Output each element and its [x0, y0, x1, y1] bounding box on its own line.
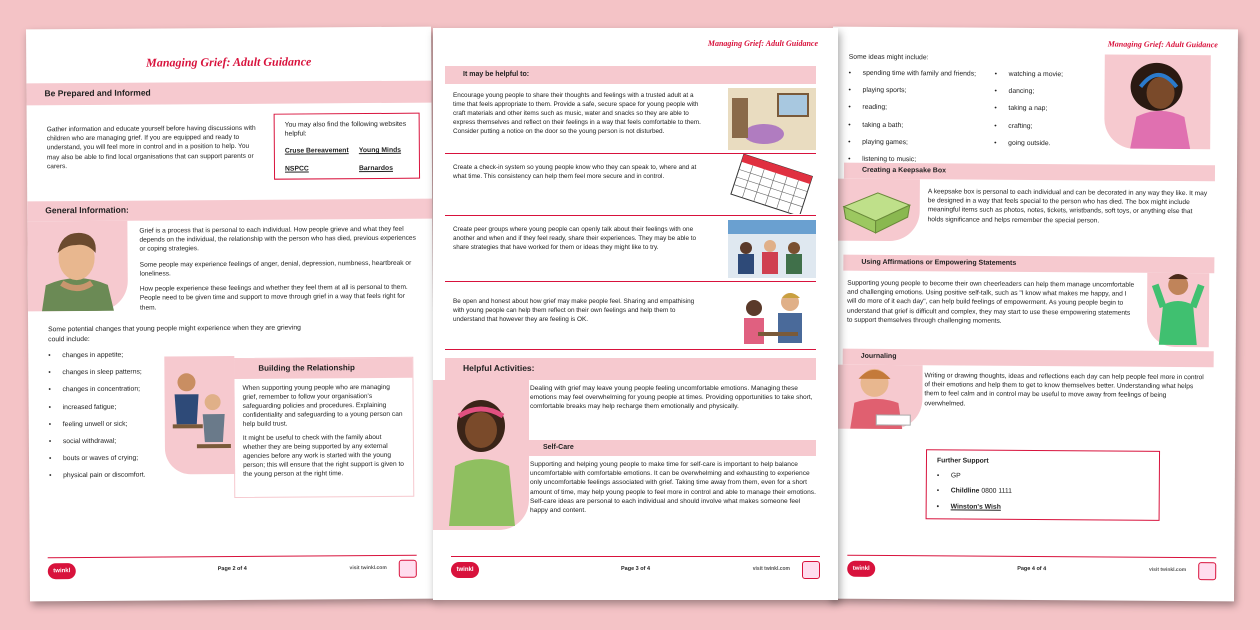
ideas-list-right	[994, 70, 1095, 157]
page-header-title: Managing Grief: Adult Guidance	[1107, 39, 1218, 50]
list-item: • playing sports;	[849, 86, 999, 96]
grieving-boy-illustration	[31, 223, 122, 312]
changes-intro: Some potential changes that young people might experience when they are grieving could include:	[48, 324, 301, 343]
peer-group-illustration	[728, 220, 816, 278]
twinkl-logo: twinkl	[847, 561, 875, 577]
list-item: • taking a bath;	[848, 120, 998, 130]
relationship-title: Building the Relationship	[234, 358, 412, 379]
list-item: • changes in sleep patterns;	[48, 368, 178, 378]
writing-boy-illustration	[836, 357, 919, 430]
tip-row	[445, 86, 816, 154]
page-2	[26, 27, 435, 602]
page-number: Page 4 of 4	[1017, 565, 1047, 573]
intro-text: Gather information and educate yourself before having discussions with children who are managing grief. If you are equipped and ready to understand, you will feel more in control and in a position to help. You may also be able to find local organisations that can support parents or carers.	[46, 124, 256, 171]
page-header-title: Managing Grief: Adult Guidance	[707, 39, 818, 48]
section-header-affirmations: Using Affirmations or Empowering Statements	[843, 255, 1214, 274]
section-header-general: General Information:	[27, 199, 432, 222]
list-item: • taking a nap;	[994, 104, 1094, 114]
section-header-prepared: Be Prepared and Informed	[26, 81, 431, 106]
list-item: • social withdrawal;	[49, 436, 179, 446]
page-footer	[48, 555, 417, 584]
list-item: • physical pain or discomfort.	[49, 471, 179, 481]
list-item: • dancing;	[995, 87, 1095, 97]
list-item: • changes in appetite;	[48, 350, 178, 360]
page-4	[829, 27, 1238, 602]
ideas-intro: Some ideas might include:	[848, 53, 929, 62]
keepsake-paragraph: A keepsake box is personal to each individual and can be decorated in any way they like. It may be designed in a way that feels special to the person who has died. The box might include meaningful items such as photos, notes, tickets, wristbands, soft toys, or anything else that holds significance and helps remember the special person.	[927, 188, 1208, 225]
website-link[interactable]: Barnardos	[358, 164, 394, 172]
calendar-icon	[726, 154, 816, 214]
section-header-keepsake: Creating a Keepsake Box	[844, 163, 1215, 182]
websites-intro: You may also find the following websites helpful:	[284, 120, 407, 138]
tip-text: Be open and honest about how grief may make people feel. Sharing and empathising with young people can help them reflect on their own feelings and help them to understand that however they are feeling is OK.	[453, 298, 695, 323]
website-link[interactable]: Cruse Bereavement	[284, 147, 349, 155]
list-item: • crafting;	[994, 121, 1094, 131]
quality-badge-icon	[802, 561, 820, 579]
list-item: • playing games;	[848, 137, 998, 147]
twinkl-logo: twinkl	[451, 562, 479, 578]
list-item: • bouts or waves of crying;	[49, 453, 179, 463]
activities-paragraph: Dealing with grief may leave young people feeling uncomfortable emotions. Managing these emotions may feel overwhelming for young people at times. Providing opportunities to take short, comfortable breaks may help recharge them emotionally and physically.	[530, 385, 813, 411]
ideas-list-left	[848, 69, 999, 173]
section-header-selfcare: Self-Care	[525, 440, 816, 456]
page-3	[433, 28, 838, 600]
tip-text: Create peer groups where young people can openly talk about their feelings with one another and when and if they feel ready, share their experiences. They may be able to share strategies that have worked for them or ideas they might like to try.	[453, 226, 697, 251]
support-phone: 0800 1111	[981, 487, 1013, 496]
support-item	[937, 487, 1149, 498]
list-item: • reading;	[848, 103, 998, 113]
relationship-paragraph: It might be useful to check with the family about whether they are being supported by any external agencies before any work is started with the young person; this will ensure that the right support is given to the young person at the right time.	[242, 434, 404, 478]
website-link[interactable]: Young Minds	[358, 147, 402, 155]
page-number: Page 2 of 4	[217, 565, 247, 573]
drawing-girl-illustration	[435, 386, 525, 526]
confident-boy-illustration	[1149, 265, 1208, 345]
quality-badge-icon	[399, 560, 417, 578]
general-paragraph: Grief is a process that is personal to each individual. How people grieve and what they feel depends on the individual, the relationship with the person who has died, previous experiences or coping strategies.	[139, 225, 416, 254]
page-footer	[451, 556, 820, 582]
tip-text: Create a check-in system so young people know who they can speak to, where and at what time. This consistency can help them feel more secure and in control.	[453, 164, 697, 180]
tip-text: Encourage young people to share their thoughts and feelings with a trusted adult at a time that feels appropriate to them. Provide a safe, secure space for young people with craft materials and other items such as music, water and snacks so they are able to express themselves and reflect on their feelings in a way that feels comfortable to them. Consider putting a notice on the door so the young person is not disturbed.	[453, 92, 701, 135]
tip-row	[445, 220, 816, 282]
list-item: • watching a movie;	[995, 70, 1095, 80]
affirmations-paragraph: Supporting young people to become their own cheerleaders can help them manage uncomfortable and challenging emotions. Using positive self-talk, such as "I know what makes me happy, and I will do more of it each day", can help build feelings of empowerment. As young people begin to understand that grief is difficult and complex, they may start to use these empowering statements to support themselves through challenging moments.	[846, 279, 1135, 325]
footer-url[interactable]: visit twinkl.com	[349, 564, 387, 572]
support-link[interactable]: • Winston's Wish	[937, 502, 1149, 513]
music-girl-illustration	[1114, 57, 1205, 150]
tip-row	[445, 158, 816, 216]
list-item: • going outside.	[994, 138, 1094, 148]
list-item: • spending time with family and friends;	[849, 69, 999, 79]
support-item: • GP	[937, 472, 1149, 483]
support-title: Further Support	[936, 457, 989, 465]
websites-box	[274, 113, 420, 180]
support-name: Childline	[950, 487, 980, 495]
page-number: Page 3 of 4	[620, 566, 651, 572]
footer-url[interactable]: visit twinkl.com	[752, 566, 790, 572]
website-link[interactable]: NSPCC	[284, 164, 309, 173]
section-header-helpful: It may be helpful to:	[445, 66, 816, 84]
page-title: Managing Grief: Adult Guidance	[146, 54, 312, 70]
page-footer	[847, 555, 1216, 584]
twinkl-logo: twinkl	[48, 563, 76, 579]
adult-and-child-illustration	[166, 362, 233, 472]
section-header-journaling: Journaling	[843, 349, 1214, 368]
changes-list	[48, 350, 179, 488]
selfcare-paragraph: Supporting and helping young people to make time for self-care is important to help balance uncomfortable with comfortable emotions. It can be overwhelming and exhausting to experience only uncomfortable feelings associated with grief. Taking time away from them, even for a short amount of time, may help young people to feel more in control and able to manage their emotions. Self-care ideas are personal to each individual and should involve what makes someone feel happy and content.	[530, 461, 816, 515]
journaling-paragraph: Writing or drawing thoughts, ideas and reflections each day can help people feel more in control of their emotions and help them to get to know themselves better. Understanding what helps them to feel calm and in control may be useful to move away from feelings of being overwhelmed.	[924, 372, 1204, 408]
list-item: • feeling unwell or sick;	[49, 419, 179, 429]
adult-talking-illustration	[728, 288, 816, 346]
keepsake-box-illustration	[838, 183, 914, 238]
footer-url[interactable]: visit twinkl.com	[1148, 566, 1187, 574]
section-header-activities: Helpful Activities:	[445, 358, 816, 380]
general-paragraph: How people experience these feelings and whether they feel them at all is personal to them. People need to be given time and support to move through grief in a way that feels right for them.	[139, 283, 408, 312]
quality-badge-icon	[1198, 562, 1216, 580]
tip-row	[445, 286, 816, 350]
relationship-box	[233, 357, 414, 498]
list-item: • changes in concentration;	[48, 385, 178, 395]
general-paragraph: Some people may experience feelings of anger, denial, depression, numbness, heartbreak or loneliness.	[139, 259, 412, 278]
relationship-paragraph: When supporting young people who are managing grief, remember to follow your organisation's safeguarding policies and procedures. Explaining confidentiality and safeguarding to a young person can help build trust.	[242, 383, 403, 428]
list-item: • listening to music;	[848, 155, 998, 165]
list-item: • increased fatigue;	[49, 402, 179, 412]
cosy-room-illustration	[728, 88, 816, 150]
further-support-box	[926, 449, 1160, 521]
